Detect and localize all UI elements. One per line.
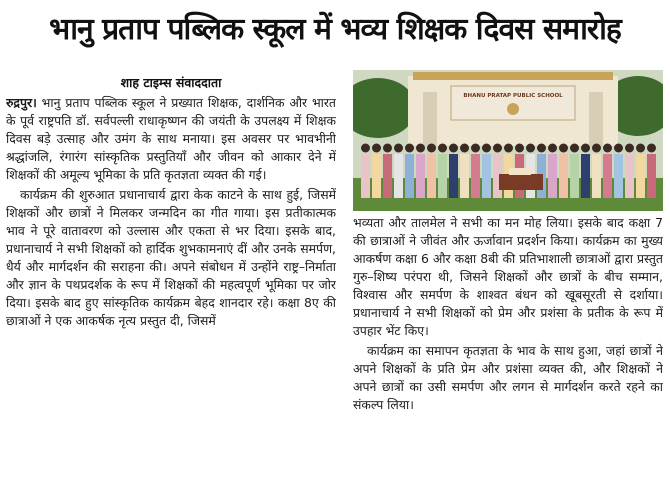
photo-person-head <box>515 144 524 153</box>
photo-school-emblem <box>507 103 519 115</box>
photo-pillar <box>423 92 437 146</box>
photo-person-head <box>625 144 634 153</box>
photo-person-head <box>647 144 656 153</box>
photo-person <box>559 154 568 198</box>
photo-person-head <box>570 144 579 153</box>
article-paragraph-4: कार्यक्रम का समापन कृतज्ञता के भाव के साथ हुआ, जहां छात्रों ने अपने शिक्षकों के प्रति प्रेम और प्रशंसा व्यक्त की, और शिक्षकों ने अपने छात्रों का उसी समर्पण और लगन से मार्गदर्शन करते रहने का संकल्प लिया। <box>353 343 663 412</box>
article-paragraph-1 <box>6 94 336 184</box>
photo-person <box>570 154 579 198</box>
article-paragraph-3: भव्यता और तालमेल ने सभी का मन मोह लिया। इसके बाद कक्षा 7 की छात्राओं ने जीवंत और ऊर्जावान प्रदर्शन किया। कार्यक्रम का मुख्य आकर्षण कक्षा 6 और कक्षा 8बी की प्रतिभाशाली छात्राओं द्वारा प्रस्तुत गुरु–शिष्य परंपरा थी, जिसने शिक्षकों और छात्रों के बीच सम्मान, विश्वास और समर्पण के शाश्वत बंधन को खूबसूरती से दर्शाया। प्रधानाचार्य ने सभी शिक्षकों को प्रेम और प्रशंसा के प्रतीक के रूप में उपहार भेंट किए। <box>353 215 663 338</box>
headline: भानु प्रताप पब्लिक स्कूल में भव्य शिक्षक दिवस समारोह <box>49 12 621 47</box>
photo-person <box>460 154 469 198</box>
photo-person-head <box>449 144 458 153</box>
photo-person-head <box>471 144 480 153</box>
photo-person <box>636 154 645 198</box>
photo-person <box>372 154 381 198</box>
photo-person <box>438 154 447 198</box>
photo-person <box>482 154 491 198</box>
photo-person-head <box>394 144 403 153</box>
photo-person-head <box>416 144 425 153</box>
photo-person-head <box>460 144 469 153</box>
photo-person <box>581 154 590 198</box>
photo-person-head <box>548 144 557 153</box>
photo-person-head <box>438 144 447 153</box>
photo-person-head <box>372 144 381 153</box>
photo-person <box>416 154 425 198</box>
photo-cake <box>509 168 531 175</box>
article-paragraph-1-text: भानु प्रताप पब्लिक स्कूल ने प्रख्यात शिक्षक, दार्शनिक और भारत के पूर्व राष्ट्रपति डॉ. सर्वपल्ली राधाकृष्णन की जयंती के उपलक्ष्य में शिक्षक दिवस बड़े उत्साह और उमंग के साथ मनाया। इस अवसर पर भावभीनी श्रद्धांजलि, रंगारंग सांस्कृतिक प्रस्तुतियाँ और जीवन को आकार देने में शिक्षकों की अमूल्य भूमिका के प्रति कृतज्ञता व्यक्त की गई। <box>6 95 336 182</box>
event-photo-image <box>353 70 663 211</box>
photo-person-head <box>559 144 568 153</box>
dateline: रुद्रपुर। <box>6 95 37 110</box>
byline: शाह टाइम्स संवाददाता <box>120 75 222 90</box>
article-paragraph-2: कार्यक्रम की शुरुआत प्रधानाचार्य द्वारा केक काटने के साथ हुई, जिसमें शिक्षकों और छात्रों ने मिलकर जन्मदिन का गीत गाया। इस प्रतीकात्मक भाव ने पूरे वातावरण को उल्लास और एकता से भर दिया। इसके बाद, प्रधानाचार्य ने सभी शिक्षकों को हार्दिक शुभकामनाएं दीं और उनके समर्पण, धैर्य और मार्गदर्शन की सराहना की। अपने संबोधन में उन्होंने राष्ट्र–निर्माता और ज्ञान के पथप्रदर्शक के रूप में शिक्षकों की महत्वपूर्ण भूमिका पर जोर दिया। इसके बाद हुए सांस्कृतिक कार्यक्रम बेहद शानदार रहे। कक्षा 8ए की छात्राओं ने एक आकर्षक नृत्य प्रस्तुत दी, जिसमें <box>6 187 336 328</box>
event-photo <box>353 70 663 211</box>
photo-person <box>647 154 656 198</box>
article-left-column <box>6 74 336 474</box>
photo-person <box>427 154 436 198</box>
photo-person-head <box>526 144 535 153</box>
photo-person <box>625 154 634 198</box>
photo-person-head <box>482 144 491 153</box>
photo-person <box>449 154 458 198</box>
photo-person-head <box>405 144 414 153</box>
photo-pillar <box>589 92 603 146</box>
photo-person-head <box>614 144 623 153</box>
photo-person-head <box>427 144 436 153</box>
photo-person <box>592 154 601 198</box>
photo-person <box>405 154 414 198</box>
photo-table <box>499 174 543 190</box>
photo-person <box>361 154 370 198</box>
photo-person-head <box>592 144 601 153</box>
photo-person-head <box>504 144 513 153</box>
photo-banner-text: BHANU PRATAP PUBLIC SCHOOL <box>463 93 563 99</box>
photo-person-head <box>636 144 645 153</box>
photo-person-head <box>581 144 590 153</box>
photo-person <box>394 154 403 198</box>
photo-person <box>614 154 623 198</box>
photo-person <box>471 154 480 198</box>
photo-person-head <box>383 144 392 153</box>
photo-person <box>548 154 557 198</box>
photo-person-head <box>537 144 546 153</box>
article-right-column <box>353 214 663 474</box>
photo-person-head <box>493 144 502 153</box>
photo-roof <box>413 72 613 80</box>
photo-person <box>383 154 392 198</box>
photo-person-head <box>361 144 370 153</box>
photo-person <box>603 154 612 198</box>
photo-person-head <box>603 144 612 153</box>
